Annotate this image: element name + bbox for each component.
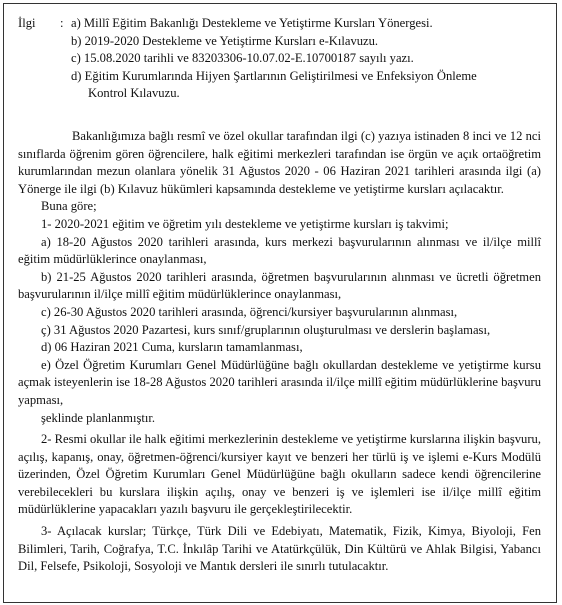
reference-item-b: b) 2019-2020 Destekleme ve Yetiştirme Kursları e-Kılavuzu.: [71, 33, 379, 48]
item-2-paragraph: 2- Resmi okullar ile halk eğitimi merkezlerinin destekleme ve yetiştirme kurslarına ilişkin başvuru, açılış, kapanış, onay, öğretmen-öğrenci/kursiyer kayıt ve benzeri her türlü iş ve işlemi e-Kurs Modülü üzerinden, Özel Öğretim Kurumları Genel Müdürlüğüne bağlı okulların sadece kendi öğrencilerine verebilecekleri bu kurslara ilişkin açılış, onay ve benzeri iş ve işlemleri ise il/ilçe millî eğitim müdürlüklerine yapacakları yazılı başvuru ile gerçekleştirilecektir.: [18, 432, 541, 517]
schedule-item-d: d) 06 Haziran 2021 Cuma, kursların tamamlanması,: [41, 340, 303, 355]
reference-label: İlgi: [18, 16, 36, 30]
schedule-item-b: b) 21-25 Ağustos 2020 tarihleri arasında, öğretmen başvurularının alınması ve ücretli öğretmen başvurularının il/ilçe millî eğitim müdürlüklerince onaylanması,: [18, 269, 541, 302]
schedule-item-a: a) 18-20 Ağustos 2020 tarihleri arasında, kurs merkezi başvurularının alınması ve il/ilçe millî eğitim müdürlüklerince onaylanması,: [18, 234, 541, 267]
accordingly-line: Buna göre;: [41, 199, 97, 214]
item-1-heading: 1- 2020-2021 eğitim ve öğretim yılı destekleme ve yetiştirme kursları iş takvimi;: [41, 216, 449, 231]
document-page: [3, 3, 557, 603]
schedule-item-c-cedilla: ç) 31 Ağustos 2020 Pazartesi, kurs sınıf/gruplarının oluşturulması ve derslerin başlaması,: [41, 322, 491, 337]
intro-paragraph: Bakanlığımıza bağlı resmî ve özel okullar tarafından ilgi (c) yazıya istinaden 8 inci ve 12 nci sınıflarda öğrenim gören öğrencilere, halk eğitimi merkezleri tarafından ise örgün ve açık ortaöğretim kurumlarından mezun olanlara yönelik 31 Ağustos 2020 - 06 Haziran 2021 tarihleri arasında ilgi (a) Yönerge ile ilgi (b) Kılavuz hükümleri kapsamında destekleme ve yetiştirme kursları açılacaktır.: [18, 129, 541, 196]
letter-body: [18, 128, 541, 576]
reference-colon: :: [60, 16, 64, 30]
reference-item-d-text: d) Eğitim Kurumlarında Hijyen Şartlarının Geliştirilmesi ve Enfeksiyon Önleme: [71, 68, 477, 83]
reference-item-a: a) Millî Eğitim Bakanlığı Destekleme ve Yetiştirme Kursları Yönergesi.: [71, 16, 433, 30]
schedule-item-c: c) 26-30 Ağustos 2020 tarihleri arasında, öğrenci/kursiyer başvurularının alınması,: [41, 304, 458, 319]
planned-line: şeklinde planlanmıştır.: [41, 410, 156, 425]
reference-list: [71, 15, 541, 103]
reference-item-d: [71, 68, 541, 103]
item-3-paragraph: 3- Açılacak kurslar; Türkçe, Türk Dili ve Edebiyatı, Matematik, Fizik, Kimya, Biyoloji, Fen Bilimleri, Tarih, Coğrafya, T.C. İnkılâp Tarihi ve Atatürkçülük, Din Kültürü ve Ahlak Bilgisi, Yabancı Dil, Felsefe, Psikoloji, Sosyoloji ve Mantık dersleri ile sınırlı tutulacaktır.: [18, 524, 541, 574]
reference-item-c: c) 15.08.2020 tarihli ve 83203306-10.07.02-E.10700187 sayılı yazı.: [71, 51, 414, 65]
schedule-item-e: e) Özel Öğretim Kurumları Genel Müdürlüğüne bağlı okullardan destekleme ve yetiştirme kursu açmak isteyenlerin ise 18-28 Ağustos 2020 tarihleri arasında il/ilçe millî eğitim müdürlüklerine başvuru yapması,: [18, 357, 541, 407]
reference-item-d-continuation: Kontrol Kılavuzu.: [88, 86, 180, 100]
